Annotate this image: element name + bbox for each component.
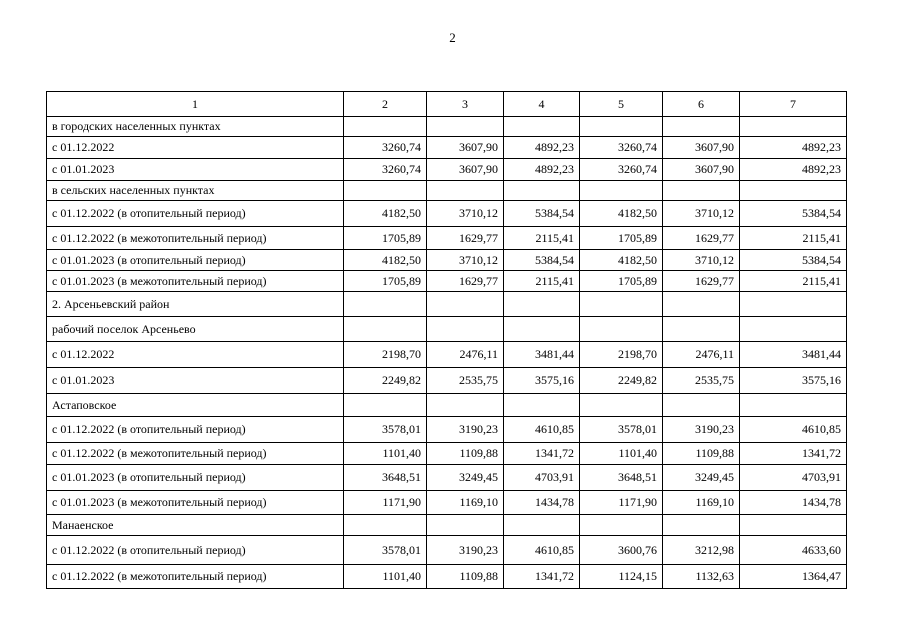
value-cell: 3190,23	[663, 417, 740, 443]
column-number-header: 5	[580, 92, 663, 117]
value-cell: 4182,50	[580, 201, 663, 227]
value-cell	[740, 181, 847, 201]
value-cell: 4610,85	[740, 417, 847, 443]
section-row	[47, 317, 847, 342]
value-cell: 5384,54	[504, 250, 580, 271]
section-label: Манаенское	[47, 515, 344, 536]
value-cell: 3575,16	[504, 368, 580, 394]
section-label: в городских населенных пунктах	[47, 117, 344, 137]
value-cell: 2198,70	[580, 342, 663, 368]
row-label: с 01.12.2022 (в отопительный период)	[47, 536, 344, 565]
value-cell: 1341,72	[504, 565, 580, 589]
value-cell: 3578,01	[344, 417, 427, 443]
table-row	[47, 465, 847, 491]
value-cell: 3190,23	[427, 536, 504, 565]
value-cell: 1629,77	[427, 227, 504, 250]
value-cell: 1124,15	[580, 565, 663, 589]
table-row	[47, 201, 847, 227]
value-cell: 4182,50	[580, 250, 663, 271]
section-row	[47, 292, 847, 317]
value-cell: 4892,23	[504, 137, 580, 159]
value-cell: 1169,10	[663, 491, 740, 515]
row-label: с 01.01.2023 (в межотопительный период)	[47, 271, 344, 292]
value-cell	[504, 292, 580, 317]
value-cell: 1169,10	[427, 491, 504, 515]
table-row	[47, 565, 847, 589]
value-cell: 2249,82	[580, 368, 663, 394]
value-cell: 4892,23	[504, 159, 580, 181]
row-label: с 01.01.2023 (в межотопительный период)	[47, 491, 344, 515]
row-label: с 01.01.2023	[47, 159, 344, 181]
value-cell	[580, 317, 663, 342]
value-cell: 2115,41	[740, 271, 847, 292]
value-cell: 4182,50	[344, 250, 427, 271]
section-label: в сельских населенных пунктах	[47, 181, 344, 201]
value-cell	[740, 394, 847, 417]
value-cell: 1101,40	[344, 443, 427, 465]
value-cell	[580, 292, 663, 317]
table-row	[47, 137, 847, 159]
value-cell: 3710,12	[663, 250, 740, 271]
value-cell: 1341,72	[740, 443, 847, 465]
value-cell: 1171,90	[580, 491, 663, 515]
value-cell: 1109,88	[427, 443, 504, 465]
value-cell: 1101,40	[580, 443, 663, 465]
value-cell	[663, 394, 740, 417]
value-cell: 1434,78	[740, 491, 847, 515]
table-header-row	[47, 92, 847, 117]
value-cell: 3600,76	[580, 536, 663, 565]
value-cell: 1341,72	[504, 443, 580, 465]
section-row	[47, 394, 847, 417]
page-number: 2	[449, 30, 456, 45]
value-cell	[504, 394, 580, 417]
value-cell: 3575,16	[740, 368, 847, 394]
column-number-header: 6	[663, 92, 740, 117]
table-row	[47, 271, 847, 292]
value-cell	[504, 117, 580, 137]
value-cell: 4610,85	[504, 536, 580, 565]
value-cell: 3260,74	[580, 137, 663, 159]
value-cell: 1629,77	[663, 271, 740, 292]
section-row	[47, 181, 847, 201]
row-label: с 01.01.2023 (в отопительный период)	[47, 250, 344, 271]
table-row	[47, 368, 847, 394]
value-cell: 2115,41	[504, 227, 580, 250]
value-cell	[740, 515, 847, 536]
value-cell: 2476,11	[427, 342, 504, 368]
table-row	[47, 417, 847, 443]
table-row	[47, 227, 847, 250]
value-cell: 3578,01	[344, 536, 427, 565]
value-cell: 1171,90	[344, 491, 427, 515]
value-cell	[663, 117, 740, 137]
section-row	[47, 117, 847, 137]
value-cell: 3578,01	[580, 417, 663, 443]
table-row	[47, 250, 847, 271]
value-cell	[427, 394, 504, 417]
value-cell: 3648,51	[580, 465, 663, 491]
value-cell: 1364,47	[740, 565, 847, 589]
value-cell	[344, 181, 427, 201]
value-cell	[740, 292, 847, 317]
section-label: 2. Арсеньевский район	[47, 292, 344, 317]
value-cell: 3249,45	[663, 465, 740, 491]
column-number-header: 2	[344, 92, 427, 117]
value-cell: 3260,74	[580, 159, 663, 181]
value-cell	[663, 515, 740, 536]
value-cell: 3481,44	[504, 342, 580, 368]
value-cell: 5384,54	[504, 201, 580, 227]
value-cell: 1705,89	[344, 271, 427, 292]
row-label: с 01.12.2022	[47, 137, 344, 159]
value-cell: 3481,44	[740, 342, 847, 368]
value-cell	[740, 317, 847, 342]
value-cell	[427, 117, 504, 137]
value-cell: 3710,12	[427, 250, 504, 271]
value-cell	[580, 181, 663, 201]
value-cell: 1705,89	[580, 227, 663, 250]
tariff-table	[46, 91, 847, 589]
section-label: Астаповское	[47, 394, 344, 417]
value-cell: 3607,90	[427, 137, 504, 159]
value-cell	[580, 117, 663, 137]
value-cell	[663, 317, 740, 342]
value-cell	[663, 181, 740, 201]
value-cell: 4633,60	[740, 536, 847, 565]
value-cell	[580, 515, 663, 536]
value-cell: 4892,23	[740, 159, 847, 181]
value-cell	[580, 394, 663, 417]
value-cell: 4610,85	[504, 417, 580, 443]
section-row	[47, 515, 847, 536]
table-row	[47, 342, 847, 368]
value-cell: 2535,75	[427, 368, 504, 394]
value-cell: 1101,40	[344, 565, 427, 589]
value-cell	[427, 181, 504, 201]
row-label: с 01.12.2022 (в межотопительный период)	[47, 565, 344, 589]
column-number-header: 4	[504, 92, 580, 117]
value-cell: 3710,12	[663, 201, 740, 227]
value-cell: 1132,63	[663, 565, 740, 589]
value-cell	[344, 292, 427, 317]
row-label: с 01.01.2023	[47, 368, 344, 394]
value-cell	[427, 317, 504, 342]
value-cell	[504, 515, 580, 536]
table-row	[47, 491, 847, 515]
row-label: с 01.12.2022 (в межотопительный период)	[47, 443, 344, 465]
value-cell: 3190,23	[427, 417, 504, 443]
column-number-header: 3	[427, 92, 504, 117]
value-cell: 4703,91	[504, 465, 580, 491]
row-label: с 01.12.2022 (в отопительный период)	[47, 417, 344, 443]
section-label: рабочий поселок Арсеньево	[47, 317, 344, 342]
value-cell: 5384,54	[740, 250, 847, 271]
value-cell	[344, 515, 427, 536]
row-label: с 01.01.2023 (в отопительный период)	[47, 465, 344, 491]
value-cell: 4892,23	[740, 137, 847, 159]
column-number-header: 7	[740, 92, 847, 117]
value-cell	[344, 117, 427, 137]
value-cell	[504, 181, 580, 201]
value-cell: 3607,90	[427, 159, 504, 181]
value-cell: 2115,41	[504, 271, 580, 292]
table-row	[47, 536, 847, 565]
column-number-header: 1	[47, 92, 344, 117]
value-cell: 3607,90	[663, 159, 740, 181]
value-cell: 1629,77	[663, 227, 740, 250]
value-cell	[427, 292, 504, 317]
value-cell	[344, 394, 427, 417]
value-cell: 3249,45	[427, 465, 504, 491]
value-cell: 3648,51	[344, 465, 427, 491]
value-cell: 1705,89	[344, 227, 427, 250]
value-cell: 4182,50	[344, 201, 427, 227]
value-cell: 3710,12	[427, 201, 504, 227]
value-cell: 2115,41	[740, 227, 847, 250]
value-cell: 1629,77	[427, 271, 504, 292]
value-cell: 3212,98	[663, 536, 740, 565]
value-cell: 2249,82	[344, 368, 427, 394]
value-cell: 3260,74	[344, 159, 427, 181]
table-row	[47, 159, 847, 181]
row-label: с 01.12.2022 (в отопительный период)	[47, 201, 344, 227]
value-cell	[740, 117, 847, 137]
value-cell: 4703,91	[740, 465, 847, 491]
value-cell	[504, 317, 580, 342]
value-cell	[344, 317, 427, 342]
value-cell	[663, 292, 740, 317]
value-cell: 1705,89	[580, 271, 663, 292]
value-cell: 2476,11	[663, 342, 740, 368]
value-cell	[427, 515, 504, 536]
value-cell: 3260,74	[344, 137, 427, 159]
value-cell: 1109,88	[427, 565, 504, 589]
value-cell: 5384,54	[740, 201, 847, 227]
value-cell: 1109,88	[663, 443, 740, 465]
value-cell: 2535,75	[663, 368, 740, 394]
value-cell: 1434,78	[504, 491, 580, 515]
table-row	[47, 443, 847, 465]
value-cell: 2198,70	[344, 342, 427, 368]
row-label: с 01.12.2022 (в межотопительный период)	[47, 227, 344, 250]
value-cell: 3607,90	[663, 137, 740, 159]
row-label: с 01.12.2022	[47, 342, 344, 368]
